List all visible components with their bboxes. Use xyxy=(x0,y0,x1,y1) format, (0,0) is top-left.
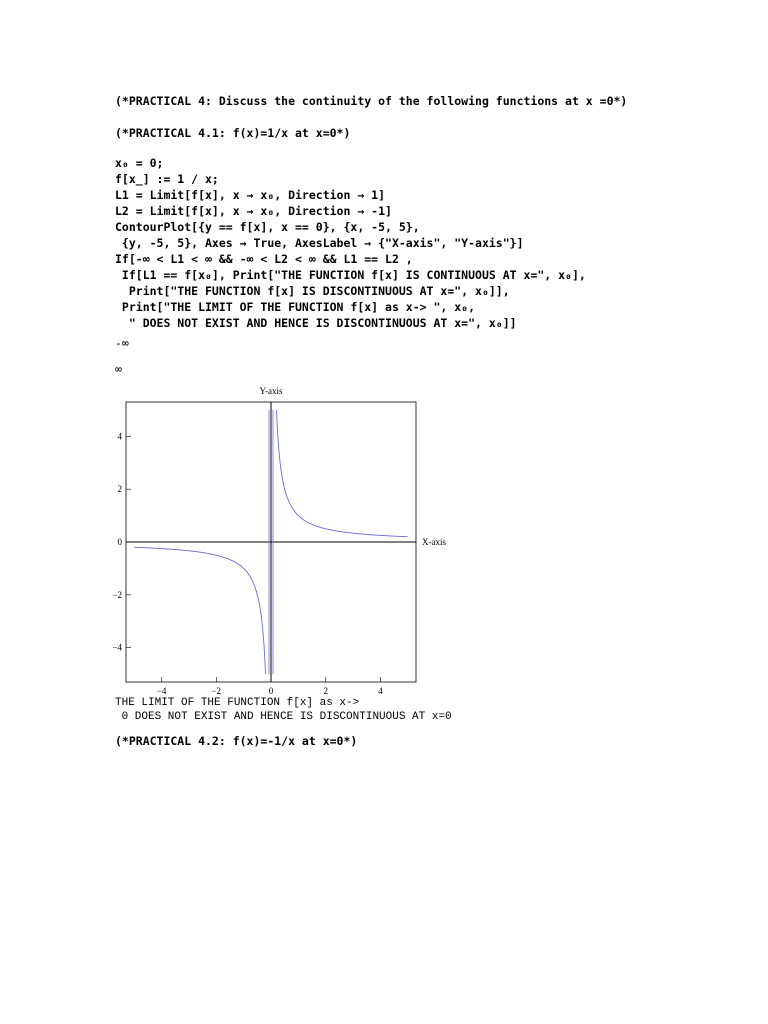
x-axis-label: X-axis xyxy=(422,537,446,547)
y-tick-label: 2 xyxy=(117,484,122,495)
curve-left-branch xyxy=(134,547,265,674)
output-infinity: ∞ xyxy=(115,362,122,376)
y-tick-label: −4 xyxy=(112,642,122,653)
y-tick-label: 0 xyxy=(117,537,122,547)
code-line: f[x_] := 1 / x; xyxy=(115,172,219,186)
code-line: " DOES NOT EXIST AND HENCE IS DISCONTINUOUS AT x=", x₀]] xyxy=(115,316,517,330)
contour-plot xyxy=(108,384,468,696)
code-line: {y, -5, 5}, Axes → True, AxesLabel → {"X-axis", "Y-axis"}] xyxy=(115,236,524,250)
code-line: L2 = Limit[f[x], x → x₀, Direction → -1] xyxy=(115,204,392,218)
x-tick-label: −4 xyxy=(156,686,167,696)
y-axis-label: Y-axis xyxy=(259,386,283,396)
code-line: L1 = Limit[f[x], x → x₀, Direction → 1] xyxy=(115,188,386,202)
x-tick-label: 0 xyxy=(268,686,274,696)
practical-4-2-heading: (*PRACTICAL 4.2: f(x)=-1/x at x=0*) xyxy=(115,734,358,748)
x-tick-label: 2 xyxy=(323,686,328,696)
practical-4-1-heading: (*PRACTICAL 4.1: f(x)=1/x at x=0*) xyxy=(115,126,351,140)
curve-right-branch xyxy=(276,410,407,537)
code-line: ContourPlot[{y == f[x], x == 0}, {x, -5, 5}, xyxy=(115,220,420,234)
output-minus-infinity: -∞ xyxy=(115,336,129,350)
x-tick-label: −2 xyxy=(211,686,222,696)
practical-4-heading: (*PRACTICAL 4: Discuss the continuity of the following functions at x =0*) xyxy=(115,94,628,108)
y-tick-label: −2 xyxy=(112,589,122,600)
code-line: x₀ = 0; xyxy=(115,156,164,170)
print-output-line-2: 0 DOES NOT EXIST AND HENCE IS DISCONTINUOUS AT x=0 xyxy=(115,711,452,723)
print-output-line-1: THE LIMIT OF THE FUNCTION f[x] as x-> xyxy=(115,697,360,709)
code-line: If[-∞ < L1 < ∞ && -∞ < L2 < ∞ && L1 == L2 , xyxy=(115,252,413,266)
x-tick-label: 4 xyxy=(378,686,383,696)
code-line: Print["THE FUNCTION f[x] IS DISCONTINUOUS AT x=", x₀]], xyxy=(115,284,510,298)
y-tick-label: 4 xyxy=(117,431,122,442)
code-line: If[L1 == f[x₀], Print["THE FUNCTION f[x] IS CONTINUOUS AT x=", x₀], xyxy=(115,268,586,282)
code-line: Print["THE LIMIT OF THE FUNCTION f[x] as x-> ", x₀, xyxy=(115,300,476,314)
